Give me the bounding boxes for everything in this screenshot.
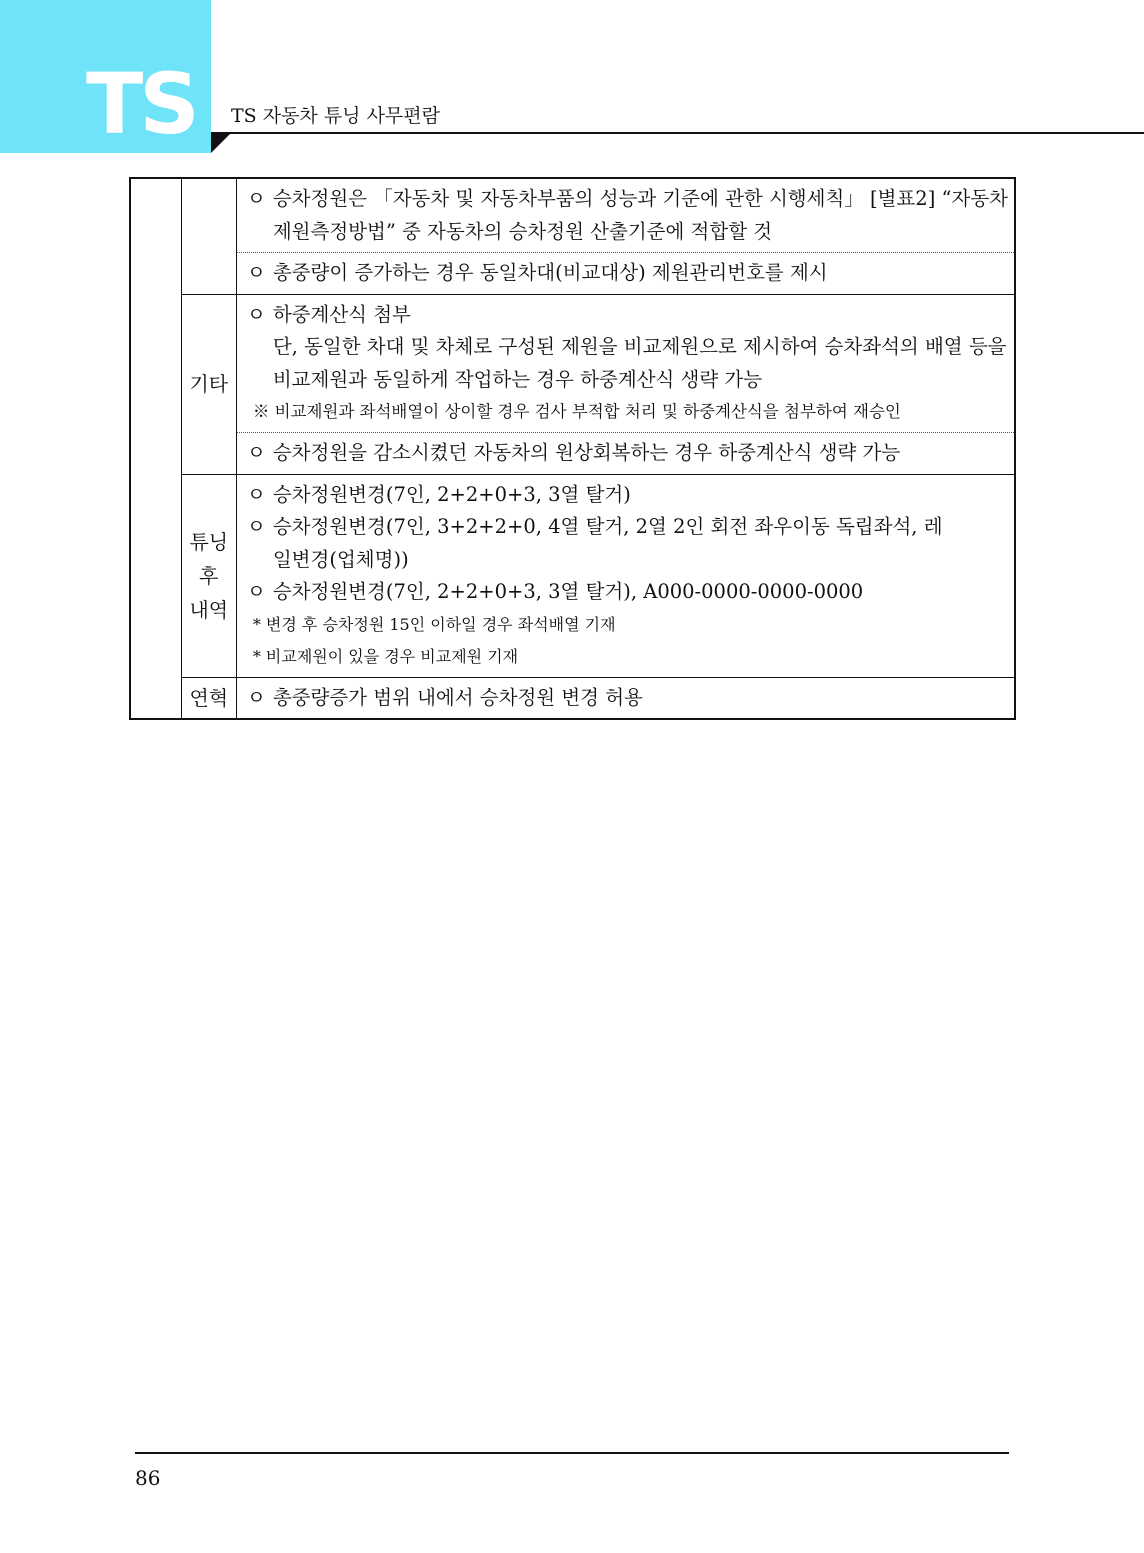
list-item bbox=[237, 678, 1014, 719]
bullet-icon: ㅇ bbox=[246, 580, 266, 603]
list-item bbox=[237, 432, 1014, 474]
list-item bbox=[237, 252, 1014, 294]
header-title: TS 자동차 튜닝 사무편람 bbox=[231, 105, 440, 127]
ts-logo-block bbox=[0, 0, 211, 153]
content-cell bbox=[236, 474, 1015, 677]
table-row bbox=[130, 178, 1015, 294]
category-label: 연혁 bbox=[181, 677, 236, 719]
item-text: 하중계산식 첨부 bbox=[272, 302, 411, 326]
regulation-table bbox=[129, 177, 1016, 720]
page-number: 86 bbox=[135, 1466, 161, 1490]
logo-corner-triangle bbox=[211, 133, 231, 153]
item-text: 총중량증가 범위 내에서 승차정원 변경 허용 bbox=[272, 685, 643, 709]
category-label: 기타 bbox=[181, 294, 236, 474]
table-row bbox=[130, 677, 1015, 719]
item-text: 승차정원변경(7인, 2+2+0+3, 3열 탈거), A000-0000-0000-0000 bbox=[272, 580, 864, 603]
content-cell bbox=[236, 294, 1015, 474]
category-label: 튜닝 후 내역 bbox=[181, 474, 236, 677]
bullet-icon: ㅇ bbox=[246, 441, 266, 464]
bullet-icon: ㅇ bbox=[246, 261, 266, 284]
list-item bbox=[237, 295, 1014, 433]
item-text: 총중량이 증가하는 경우 동일차대(비교대상) 제원관리번호를 제시 bbox=[272, 261, 828, 284]
note-text: ※ 비교제원과 좌석배열이 상이할 경우 검사 부적합 처리 및 하중계산식을 첨부하여 재승인 bbox=[252, 402, 901, 421]
item-text: 승차정원을 감소시켰던 자동차의 원상회복하는 경우 하중계산식 생략 가능 bbox=[272, 441, 901, 464]
item-text: 비교제원과 동일하게 작업하는 경우 하중계산식 생략 가능 bbox=[272, 367, 763, 391]
item-text: 승차정원변경(7인, 3+2+2+0, 4열 탈거, 2열 2인 회전 좌우이동 독립좌석, 레 bbox=[272, 515, 943, 538]
ts-logo: TS bbox=[86, 55, 196, 153]
list-item bbox=[237, 179, 1014, 252]
item-text: 제원측정방법” 중 자동차의 승차정원 산출기준에 적합할 것 bbox=[272, 219, 773, 243]
bullet-icon: ㅇ bbox=[246, 302, 266, 326]
bullet-icon: ㅇ bbox=[246, 187, 266, 210]
bullet-icon: ㅇ bbox=[246, 482, 266, 506]
header-divider bbox=[211, 132, 1144, 134]
item-text: 승차정원은 「자동차 및 자동차부품의 성능과 기준에 관한 시행세칙」 [별표2] “자동차 bbox=[272, 187, 1008, 210]
note-text: * 비교제원이 있을 경우 비교제원 기재 bbox=[252, 646, 519, 666]
note-text: * 변경 후 승차정원 15인 이하일 경우 좌석배열 기재 bbox=[252, 614, 616, 634]
blank-column bbox=[130, 178, 181, 719]
item-text: 일변경(업체명)) bbox=[272, 547, 409, 571]
table-row bbox=[130, 474, 1015, 677]
list-item bbox=[237, 475, 1014, 677]
category-cell-empty bbox=[181, 178, 236, 294]
bullet-icon: ㅇ bbox=[246, 515, 266, 538]
footer-divider bbox=[135, 1452, 1009, 1454]
table-row bbox=[130, 294, 1015, 474]
content-cell bbox=[236, 178, 1015, 294]
item-text: 승차정원변경(7인, 2+2+0+3, 3열 탈거) bbox=[272, 482, 631, 506]
content-cell bbox=[236, 677, 1015, 719]
bullet-icon: ㅇ bbox=[246, 685, 266, 709]
item-text: 단, 동일한 차대 및 차체로 구성된 제원을 비교제원으로 제시하여 승차좌석의 배열 등을 bbox=[272, 335, 1007, 358]
